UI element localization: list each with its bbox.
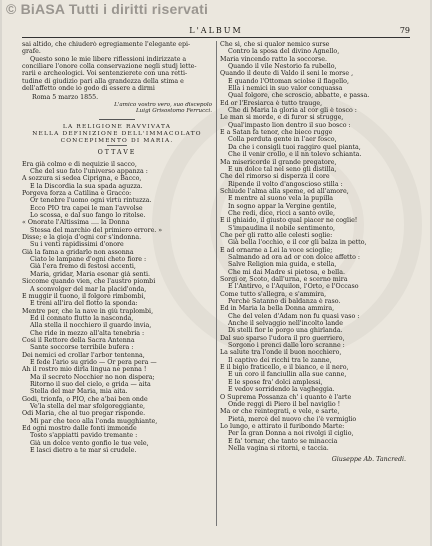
text-line: Era già colmo e di nequizie il sacco, [22, 160, 137, 168]
text-line: Ma or che reintegrati, e vele, e sarte, [220, 408, 340, 416]
signature-place-date: Roma 5 marzo 1855. [32, 94, 99, 102]
text-line: Ciato le lampane d'ogni cheto fiore : [30, 256, 147, 264]
text-line: Che sì, che si qualor nemico surse [220, 41, 330, 48]
text-line: A sozzura si sedea Ciprigna, e Bacco, [22, 175, 142, 183]
text-line: Quando il deute di Valdo il seni le morse , [220, 70, 354, 78]
text-line: Dei nemici ed crollar l'arbor tentenna, [22, 351, 145, 359]
text-line: Già un dolce vento gonfio le tue vele, [30, 439, 149, 447]
page-number: 79 [399, 26, 410, 35]
text-line: Che redi, dice, ricci a santo ovile, [228, 209, 336, 217]
intro-text [22, 41, 212, 92]
text-line: E il bigio fraticello, e il bianco, e il nero, [220, 364, 349, 372]
text-line: Contro la sposa del divino Agnello, [228, 48, 340, 56]
text-line: Che del rimorso si disperza il core [220, 173, 330, 181]
text-line: Che del velen d'Adam non fu quasi vaso : [228, 312, 360, 320]
text-line: Salmando ad ora ad or con dolce affetto : [228, 253, 361, 261]
text-line: O Suprema Possanza ch' i quanto è l'arte [220, 393, 352, 401]
poem-heading-3: CONCEPIMENTO DI MARIA. [60, 137, 174, 144]
text-line: Ripende il volto d'angoscioso stilla : [228, 180, 343, 188]
text-line: Maria vincendo ratto la soccorse. [220, 55, 327, 63]
text-line: Colla perduta gente in l'aer fosco, [228, 136, 337, 144]
text-line: Ed ogni mostro dalle fonti immonde [22, 425, 137, 433]
text-line: Il captivo dei ricchi tra le zanne, [228, 356, 332, 364]
text-line: dell'affetto onde io godo di essere a dirmi [22, 85, 155, 93]
text-line: Ed il connato flutto la nasconda, [30, 314, 134, 322]
text-line: Ve'la stella del mar sfolgoreggiante, [30, 403, 146, 411]
text-line: Disse; e la gioja d'ogni cor s'indonna. [22, 234, 142, 242]
text-line: E la Discordia la sua spada aguzza. [30, 182, 143, 190]
text-line: Stella del mar Maria, mia aita. [30, 388, 128, 396]
signature-line-2: Luigi Grisostomo Ferrucci. [135, 108, 212, 115]
poem-heading-1: LA RELIGIONE RAVVIVATA [62, 123, 172, 130]
text-line: Ritorno il suo del cielo, e grida — aita [30, 380, 151, 388]
signature-line-1: L'amico vostro vero, suo discepolo [114, 101, 212, 108]
text-line: Che il venir crollo, e il nn tolevo schianta. [228, 151, 362, 159]
text-line: Sorgono i prenci dalle loro scranne : [228, 342, 345, 350]
section-divider [99, 119, 135, 120]
text-line: Ecco PIO tra capei le man l'avvolse [30, 204, 143, 212]
poem-author: Giuseppe Ab. Tancredi. [331, 456, 406, 464]
text-line: Mi par che teco alla l'onda mugghiante, [30, 417, 158, 425]
text-line: Ma il secreto Nocchier no non dispera; [30, 373, 155, 381]
text-line: Che mi dai Madre sì pietosa, e bella. [228, 268, 345, 276]
text-line: Salve Religion mia guida, e stella, [228, 261, 337, 269]
text-line: Stessa del marchio del primiero errore. » [30, 226, 163, 234]
text-line: Onde reggi di Piero il bel naviglio ! [228, 400, 341, 408]
text-line: rarii e archeologici. Voi sentenzierete con una retti- [22, 70, 188, 78]
text-line: Come tutto s'allegra, e s'ammira, [220, 290, 327, 298]
text-line: E fa' tornar, che tanto se minaccia [228, 437, 338, 445]
text-line: conciliare l'onore colla conservazione negli studj lette- [22, 63, 197, 71]
text-line: Or tenebre l'uomo ogni virtù rintuzza. [30, 197, 152, 205]
text-line: A sconvolger del mar la placid'onda, [30, 285, 147, 293]
right-column [220, 41, 410, 464]
text-line: Lo scossa, e dal suo fango lo ritolse. [30, 212, 146, 220]
text-line: Da che i consigli tuoi raggiro quel pianta, [228, 143, 361, 151]
text-line: Che del suo fato l'universo appanza : [30, 168, 148, 176]
text-line: Ma misericorde il grande pregatore, [220, 158, 337, 166]
text-line: Ah il rostro mio dirla lingua ne penna ! [22, 366, 147, 374]
text-line: E quando l'Ottoman sciolse il flagello, [228, 77, 349, 85]
column-divider [216, 41, 217, 526]
text-line: Che di Maria la gloria al cor gli è tosco : [228, 107, 357, 115]
text-line: Così il Rettore della Sacra Antenna [22, 336, 135, 344]
page-header [22, 25, 410, 38]
title-rule [107, 145, 127, 146]
text-line: E fede l'ario su grido — Or pera pera — [30, 358, 157, 366]
page [2, 0, 430, 546]
poem-title: OTTAVE [97, 149, 137, 157]
left-poem [22, 161, 212, 455]
text-line: Alla stella il nocchiero il guardo invia, [30, 322, 152, 330]
text-line: Perchè Satanno di baldanza è raso. [228, 298, 341, 306]
text-line: Di stelli fior le porgo una ghirlanda. [228, 327, 343, 335]
text-line: E vedov sorridendo la vagheggia. [228, 386, 335, 394]
text-line: E un dolce tal nel seno gli distilla, [228, 165, 337, 173]
text-line: Siccome quando vien, che l'austro piombi [22, 278, 156, 286]
text-line: E muggir il tuono, il folgore rimbombi, [22, 292, 146, 300]
text-line: Che ride in mezzo all'alta tenebria : [30, 329, 145, 337]
text-line: E le spose fra' dolci amplessi, [228, 378, 323, 386]
text-line: Questo sono le mie libere riflessioni indirizzate a [30, 55, 187, 63]
text-line: La salute tra l'onde il buon nocchiero, [220, 349, 342, 357]
text-line: Ella i nemici in suo valor conquassa [228, 85, 343, 93]
text-line: E l'Antirvo, e l'Aquilon, l'Orto, e l'Occaso [228, 283, 359, 291]
journal-title: L'ALBUM [189, 26, 243, 35]
text-line: Odi Maria, che al tuo pregar risponde. [22, 410, 146, 418]
text-line: Qual folgore, che scroscio, abbatte, e passa. [228, 92, 370, 100]
text-line: Anche il selvaggio nell'incolto lande [228, 320, 343, 328]
text-line: Mentre per, che la nave in giù traplombi, [22, 307, 154, 315]
text-line: sai altido, che chiuderò egregiamente l'elegante epi- [22, 41, 191, 48]
text-line: Maria, gridar, Maria esonar già senti. [30, 270, 151, 278]
text-line: Ed or l'Eresiarca è tutto trauge, [220, 99, 323, 107]
text-line: E il ghiaido, il giusto qual piacer ne coglie! [220, 217, 358, 225]
left-column [22, 41, 212, 454]
text-line: Porgeva forza a Catilina e Gracco: [22, 190, 132, 198]
text-line: Sorgi or, Scoto, dall'urna, e scerno mira [220, 276, 348, 283]
text-line: Pietà, mercè del nuovo che i'è vermiglio [228, 415, 357, 423]
text-line: E ad ornarne a Lei la voce scioglie; [220, 246, 333, 254]
text-line: Già l'era fremo di festosi accenti, [30, 263, 136, 271]
text-line: Le man si morde, e di furor si strugge, [220, 114, 344, 122]
text-line: Quando il vile Nestorio fa rubello, [228, 63, 337, 71]
poem-heading-2: NELLA DEFINIZIONE DELL'IMMACOLATO [32, 130, 202, 137]
text-line: tudine di giudizio pari alla grandezza della stima e [22, 77, 184, 85]
text-line: Per la gran Donna a noi rivolgi il ciglio, [228, 430, 354, 438]
text-line: Sante soccorse terribile bufera : [30, 344, 134, 352]
text-line: In sogno appar la Vergine gentile, [228, 202, 337, 210]
text-line: Tosto s'appiatti pavido tremante : [30, 432, 138, 440]
text-line: Schiude l'alma alla speme, ed all'amore, [220, 187, 349, 195]
text-line: Nella vagina si ritorni, e taccia. [228, 444, 329, 452]
text-line: E mentre al suono vela la pupilla [228, 195, 334, 203]
text-line: Già bella l'occhio, e il cor gli balza in petto, [228, 239, 367, 247]
text-line: grafe. [22, 48, 41, 56]
text-line: E a Satan fa tenor, che bieco rugge [220, 129, 333, 137]
text-line: Dal suo sparso l'udora il pro guerriero, [220, 334, 345, 342]
text-line: E lasci dietro a te mar sì crudele. [30, 447, 137, 455]
text-line: Ed in Maria la bella Donna ammira, [220, 305, 335, 313]
text-line: E treni all'ira del flotto la sponda: [30, 300, 138, 308]
text-line: Lo lungo, e attirato il furibondo Marte: [220, 422, 345, 430]
text-line: Su i venti rapidissimi d'onore [30, 241, 124, 249]
right-poem [220, 41, 410, 452]
text-line: Che per gli ratto alle celesti soglie: [220, 231, 333, 239]
text-line: « Onorate l'Altissima .... la Donna [22, 219, 130, 227]
text-line: Già la fama a gridarlo non assonna [22, 248, 134, 256]
text-line: S'impaudina il nobile sentimento, [228, 224, 336, 232]
text-line: Godi, trionfa, o PIO, che a'bai ben onde [22, 395, 148, 403]
text-line: Qual'impasto lion dentro il suo bosco : [228, 121, 351, 129]
text-line: E un coro il fanciullin alla sue canne, [228, 371, 347, 379]
copyright-watermark: © BiASA Tutti i diritti riservati [6, 1, 209, 17]
